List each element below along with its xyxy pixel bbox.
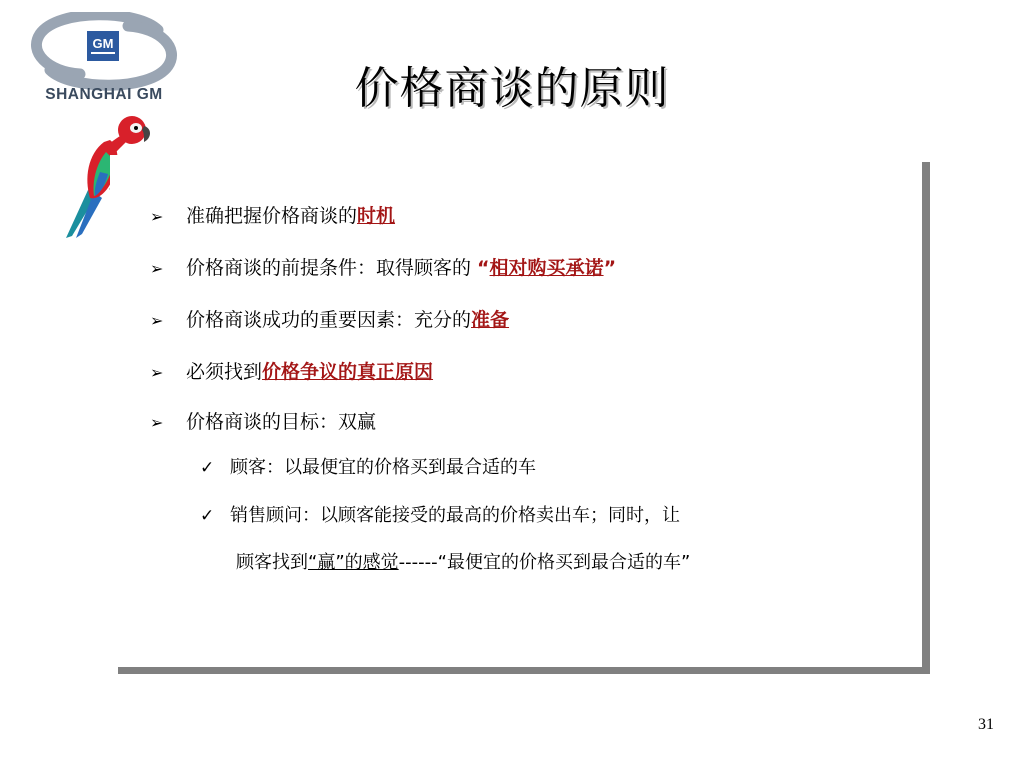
bullet-text: 准确把握价格商谈的 <box>186 205 358 227</box>
bullet-item-precondition <box>150 250 616 286</box>
page-number: 31 <box>978 716 994 733</box>
continuation-prefix: 顾客找到 <box>236 552 308 573</box>
check-mark-icon: ✓ <box>200 506 215 526</box>
triangle-arrow-bullet-icon: ➢ <box>150 259 164 278</box>
check-mark-icon: ✓ <box>200 458 215 478</box>
bullet-item-goal <box>150 404 376 440</box>
page-title: 价格商谈的原则 <box>354 63 670 114</box>
triangle-arrow-bullet-icon: ➢ <box>150 311 164 330</box>
logo-text: SHANGHAI GM <box>45 86 163 103</box>
sub-item-consultant <box>200 501 680 531</box>
bullet-text: 价格商谈的前提条件：取得顾客的 <box>186 257 478 279</box>
bullet-item-preparation <box>150 302 509 338</box>
sub-item-text: 销售顾问：以顾客能接受的最高的价格卖出车；同时，让 <box>230 505 680 526</box>
sub-item-continuation <box>236 548 690 578</box>
sub-item-text: 顾客：以最便宜的价格买到最合适的车 <box>230 457 536 478</box>
bullet-highlight: 准备 <box>471 309 510 331</box>
triangle-arrow-bullet-icon: ➢ <box>150 207 164 226</box>
bullet-text: 价格商谈成功的重要因素：充分的 <box>186 309 472 331</box>
continuation-suffix: ------“最便宜的价格买到最合适的车” <box>398 552 691 573</box>
triangle-arrow-bullet-icon: ➢ <box>150 363 164 382</box>
bullet-highlight: 价格争议的真正原因 <box>262 361 434 383</box>
bullet-text: 价格商谈的目标：双赢 <box>186 411 377 433</box>
bullet-highlight: 时机 <box>357 205 396 227</box>
continuation-underlined: “赢”的感觉 <box>308 552 399 573</box>
bullet-highlight: 相对购买承诺 <box>489 257 604 279</box>
quote-close: ” <box>603 257 617 279</box>
sub-item-customer <box>200 453 536 483</box>
bullet-item-timing <box>150 198 395 234</box>
bullet-item-real-cause <box>150 354 433 390</box>
triangle-arrow-bullet-icon: ➢ <box>150 413 164 432</box>
bullet-text: 必须找到 <box>186 361 263 383</box>
quote-open: “ <box>477 257 490 279</box>
logo-badge-text: GM <box>92 36 114 51</box>
